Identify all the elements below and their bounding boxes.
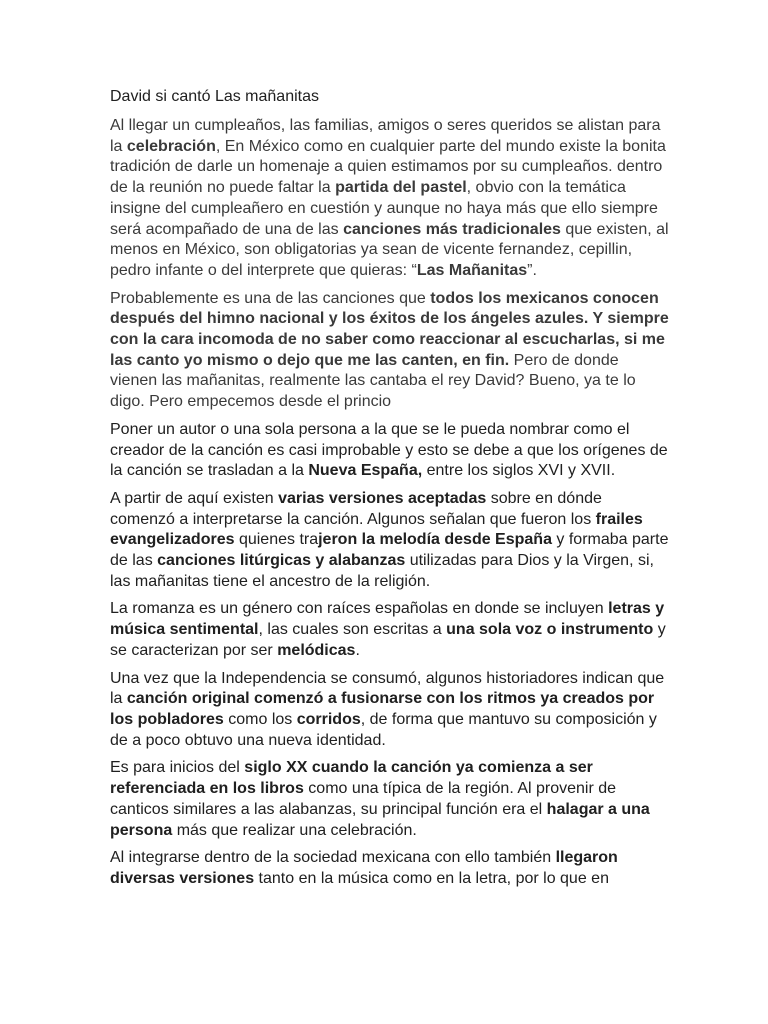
text-run: ”.	[527, 261, 537, 279]
text-run: utilizadas para Dios y la Virgen, si, las mañanitas tiene el ancestro de la religión.	[110, 552, 654, 590]
paragraph	[110, 489, 670, 593]
text-run: Al llegar un cumpleaños, las familias, amigos o seres queridos se alistan para la	[110, 117, 661, 155]
text-run: y formaba parte de las	[110, 531, 669, 570]
text-run: La romanza es un género con raíces españolas en donde se incluyen	[110, 600, 609, 618]
text-run: más que realizar una celebración.	[172, 821, 417, 839]
bold-text-run: canciones más tradicionales	[343, 220, 561, 238]
paragraph	[110, 289, 670, 413]
paragraph	[110, 116, 670, 282]
document-body	[110, 86, 670, 897]
text-run: como los	[223, 710, 297, 728]
bold-text-run: jeron la melodía desde España	[318, 531, 552, 549]
bold-text-run: melódicas	[277, 641, 356, 659]
bold-text-run: varias versiones aceptadas	[278, 489, 487, 507]
bold-text-run: halagar a una persona	[110, 800, 650, 839]
bold-text-run: frailes evangelizadores	[110, 510, 643, 549]
text-run: Es para inicios del	[110, 759, 245, 777]
bold-text-run: corridos	[296, 710, 361, 728]
paragraph	[110, 599, 670, 661]
text-run: y se caracterizan por ser	[110, 621, 666, 659]
bold-text-run: Las Mañanitas	[416, 261, 528, 279]
text-run: Poner un autor o una sola persona a la que se le pueda nombrar como el creador de la canción es casi improbable y esto se debe a que los orígenes de la canción se trasladan a la	[110, 420, 668, 480]
text-run: .	[355, 641, 360, 659]
bold-text-run: una sola voz o instrumento	[446, 621, 654, 639]
paragraph	[110, 758, 670, 841]
text-run: , En México como en cualquier parte del mundo existe la bonita tradición de darle un homenaje a quien estimamos por su cumpleaños. dentro de la reunión no puede faltar la	[110, 137, 666, 197]
bold-text-run: celebración	[126, 137, 216, 155]
text-run: , obvio con la temática insigne del cumpleañero en cuestión y aunque no haya más que ello siempre será acompañado de una de las	[110, 179, 658, 238]
text-run: Pero de donde vienen las mañanitas, realmente las cantaba el rey David? Bueno, ya te lo digo. Pero empecemos desde el princio	[110, 351, 636, 411]
text-run: , de forma que mantuvo su composición y de a poco obtuvo una nueva identidad.	[110, 710, 657, 749]
text-run: Al integrarse dentro de la sociedad mexicana con ello también	[110, 849, 556, 867]
bold-text-run: siglo XX cuando la canción ya comienza a ser referenciada en los libros	[110, 759, 593, 798]
paragraph	[110, 848, 670, 889]
text-run: como una típica de la región. Al provenir de canticos similares a las alabanzas, su principal función era el	[110, 780, 617, 818]
text-run: sobre en dónde comenzó a interpretarse la canción. Algunos señalan que fueron los	[110, 489, 602, 528]
text-run: tanto en la música como en la letra, por lo que en	[254, 869, 609, 887]
text-run: A partir de aquí existen	[110, 489, 279, 507]
bold-text-run: canción original comenzó a fusionarse con los ritmos ya creados por los pobladores	[110, 690, 655, 728]
text-run: , las cuales son escritas a	[258, 621, 447, 639]
bold-text-run: letras y música sentimental	[110, 600, 665, 639]
paragraph	[110, 420, 670, 482]
document-title: David si cantó Las mañanitas	[110, 88, 319, 105]
bold-text-run: todos los mexicanos conocen después del himno nacional y los éxitos de los ángeles azules. Y siempre con la cara incomoda de no saber como reaccionar al escucharlas, si me las canto yo mismo o dejo que me las canten, en fin.	[110, 289, 669, 369]
bold-text-run: partida del pastel	[335, 179, 467, 197]
text-run: quienes tra	[234, 531, 319, 549]
text-run: entre los siglos XVI y XVII.	[422, 462, 616, 480]
bold-text-run: canciones litúrgicas y alabanzas	[157, 552, 406, 570]
bold-text-run: Nueva España,	[308, 462, 423, 480]
text-run: Probablemente es una de las canciones que	[110, 289, 431, 307]
text-run: Una vez que la Independencia se consumó, algunos historiadores indican que la	[110, 669, 665, 708]
paragraph-list	[110, 116, 670, 890]
paragraph	[110, 669, 670, 752]
bold-text-run: llegaron diversas versiones	[110, 849, 618, 887]
text-run: que existen, al menos en México, son obligatorias ya sean de vicente fernandez, cepillin, pedro infante o del interprete que quieras: “	[110, 220, 669, 279]
